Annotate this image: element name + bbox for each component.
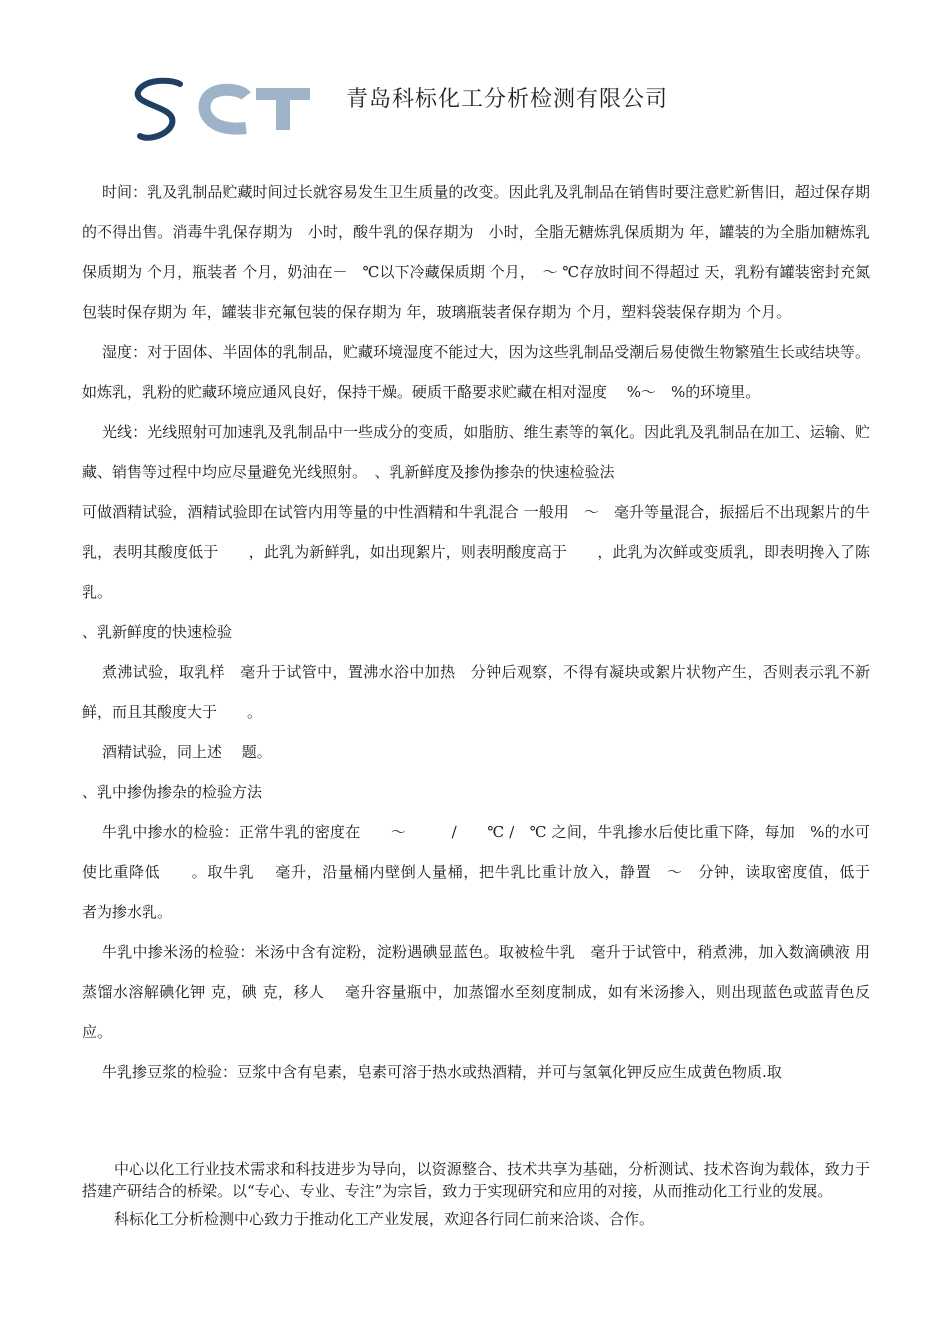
paragraph-light: 光线：光线照射可加速乳及乳制品中一些成分的变质，如脂肪、维生素等的氧化。因此乳及乳制品在加工、运输、贮藏、销售等过程中均应尽量避免光线照射。 、乳新鲜度及掺伪掺杂的快速检验法 [82, 423, 870, 481]
section-heading-freshness: 、乳新鲜度的快速检验 [82, 623, 233, 641]
document-body [82, 172, 901, 1092]
logo-letter-c [205, 90, 246, 129]
company-name: 青岛科标化工分析检测有限公司 [346, 87, 669, 112]
paragraph-water-test: 牛乳中掺水的检验：正常牛乳的密度在 ～ / ℃ / ℃ 之间，牛乳掺水后使比重下降，每加 %的水可使比重降低 。取牛乳 毫升，沿量桶内壁倒人量桶，把牛乳比重计放入，静置 ～ 分钟，读取密度值，低于 者为掺水乳。 [82, 823, 901, 921]
footer-notice [82, 1158, 870, 1230]
paragraph-alcohol-ref: 酒精试验，同上述 题。 [102, 743, 272, 761]
logo-letter-t-stem [276, 98, 290, 130]
page-header [128, 70, 828, 150]
company-logo [128, 70, 318, 150]
paragraph-soy-test: 牛乳掺豆浆的检验：豆浆中含有皂素，皂素可溶于热水或热酒精，并可与氢氧化钾反应生成黄色物质.取 [102, 1063, 782, 1081]
footer-paragraph-welcome: 科标化工分析检测中心致力于推动化工产业发展，欢迎各行同仁前来洽谈、合作。 [114, 1210, 655, 1228]
paragraph-alcohol-test: 可做酒精试验，酒精试验即在试管内用等量的中性酒精和牛乳混合 一般用 ～ 毫升等量混合，振摇后不出现絮片的牛乳，表明其酸度低于 ，此乳为新鲜乳，如出现絮片，则表明酸度高于 ，此乳为次鲜或变质乳，即表明搀入了陈乳。 [82, 503, 870, 601]
paragraph-boiling-test: 煮沸试验，取乳样 毫升于试管中，置沸水浴中加热 分钟后观察，不得有凝块或絮片状物产生，否则表示乳不新鲜，而且其酸度大于 。 [82, 663, 870, 721]
paragraph-humidity: 湿度：对于固体、半固体的乳制品，贮藏环境湿度不能过大，因为这些乳制品受潮后易使微生物繁殖生长或结块等。如炼乳，乳粉的贮藏环境应通风良好，保持干燥。硬质干酪要求贮藏在相对湿度 %～ %的环境里。 [82, 343, 870, 401]
paragraph-rice-soup-test: 牛乳中掺米汤的检验：米汤中含有淀粉，淀粉遇碘显蓝色。取被检牛乳 毫升于试管中，稍煮沸，加入数滴碘液 用蒸馏水溶解碘化钾 克，碘 克，移人 毫升容量瓶中，加蒸馏水至刻度制成，如有米汤掺入，则出现蓝色或蓝青色反应。 [82, 943, 870, 1041]
section-heading-adulteration: 、乳中掺伪掺杂的检验方法 [82, 783, 263, 801]
paragraph-time: 时间：乳及乳制品贮藏时间过长就容易发生卫生质量的改变。因此乳及乳制品在销售时要注意贮新售旧，超过保存期的不得出售。消毒牛乳保存期为 小时，酸牛乳的保存期为 小时，全脂无糖炼乳保质期为 年，罐装的为全脂加糖炼乳保质期为 个月，瓶装者 个月，奶油在－ ℃以下冷藏保质期 个月， ～ ℃存放时间不得超过 天，乳粉有罐装密封充氮包装时保存期为 年，罐装非充氟包装的保存期为 年，玻璃瓶装者保存期为 个月，塑料袋装保存期为 个月。 [82, 183, 870, 321]
footer-paragraph-mission: 中心以化工行业技术需求和科技进步为导向，以资源整合、技术共享为基础，分析测试、技术咨询为载体，致力于搭建产研结合的桥梁。以“专心、专业、专注”为宗旨，致力于实现研究和应用的对接，从而推动化工行业的发展。 [82, 1160, 870, 1200]
logo-letter-s [138, 81, 180, 138]
